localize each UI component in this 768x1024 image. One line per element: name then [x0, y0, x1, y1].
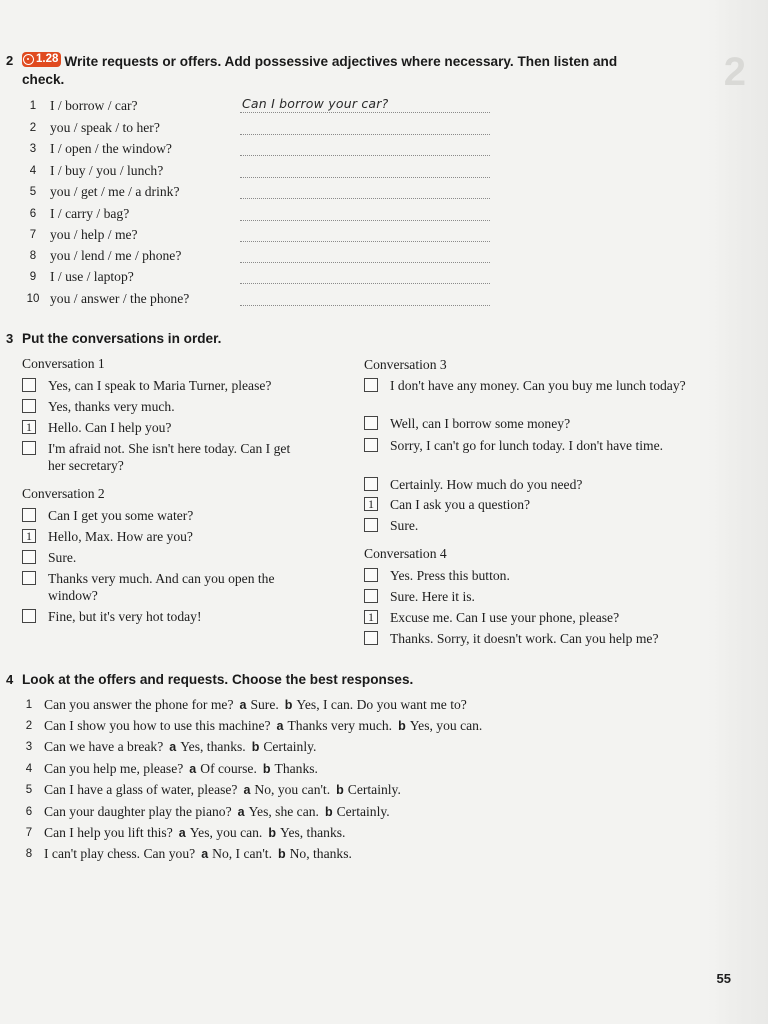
item-number: 7	[25, 827, 33, 839]
item-number: 6	[25, 806, 33, 818]
option-b-marker: b	[398, 719, 406, 733]
exercise-3-marker: 4	[6, 672, 14, 687]
option-a[interactable]: No, I can't.	[212, 846, 272, 861]
answer-line[interactable]	[240, 140, 490, 156]
answer-line[interactable]	[240, 290, 490, 306]
conversation-line-text: Sorry, I can't go for lunch today. I don't have time.	[390, 438, 664, 453]
request-item	[22, 119, 502, 140]
option-a-marker: a	[189, 762, 197, 776]
option-a-marker: a	[237, 805, 245, 819]
response-item	[22, 782, 622, 803]
conversation-line-text: Can I ask you a question?	[390, 497, 531, 512]
item-number: 8	[25, 848, 33, 860]
answer-line[interactable]	[240, 226, 490, 242]
conversation-line-text: Sure. Here it is.	[390, 589, 475, 604]
question-text: Can I show you how to use this machine?	[44, 718, 271, 733]
option-a-marker: a	[243, 783, 251, 797]
option-b-marker: b	[284, 698, 293, 712]
request-item	[22, 183, 502, 204]
exercise-1-marker: 2	[6, 53, 14, 68]
order-checkbox[interactable]	[364, 438, 378, 452]
conversation-line-text: Thanks very much. And can you open the window?	[48, 571, 275, 603]
request-item	[22, 205, 502, 226]
option-a[interactable]: Yes, you can.	[189, 825, 263, 840]
order-checkbox[interactable]	[22, 441, 36, 455]
option-a[interactable]: Yes, thanks.	[180, 739, 246, 754]
response-item	[22, 825, 622, 846]
option-a[interactable]: No, you can't.	[254, 782, 331, 797]
conversation-line-text: Thanks. Sorry, it doesn't work. Can you help me?	[390, 631, 659, 646]
conversation-line-text: Sure.	[48, 550, 77, 565]
request-item	[22, 162, 502, 183]
order-checkbox[interactable]	[22, 571, 36, 585]
request-item	[22, 226, 502, 247]
order-checkbox[interactable]	[364, 518, 378, 532]
question-text: Can you help me, please?	[44, 761, 184, 776]
question-line	[44, 825, 345, 841]
option-a-marker: a	[178, 826, 186, 840]
exercise-3-instruction: Look at the offers and requests. Choose the best responses.	[22, 672, 414, 687]
item-prompt: I / open / the window?	[50, 141, 172, 156]
question-text: Can your daughter play the piano?	[44, 804, 232, 819]
item-prompt: you / lend / me / phone?	[50, 248, 182, 263]
answer-line[interactable]	[240, 183, 490, 199]
conversation-line-text: Certainly. How much do you need?	[390, 477, 583, 492]
request-item	[22, 290, 502, 311]
item-number: 8	[29, 250, 37, 262]
request-item	[22, 140, 502, 161]
audio-cd-icon	[23, 54, 34, 65]
conversation-line-text: Yes. Press this button.	[390, 568, 510, 583]
order-checkbox[interactable]: 1	[364, 497, 378, 511]
option-b-marker: b	[324, 805, 333, 819]
option-a[interactable]: Yes, she can.	[248, 804, 319, 819]
option-a[interactable]: Sure.	[250, 697, 279, 712]
item-prompt: I / buy / you / lunch?	[50, 163, 164, 178]
question-text: I can't play chess. Can you?	[44, 846, 196, 861]
conversation-title: Conversation 3	[364, 357, 447, 372]
option-b-marker: b	[268, 826, 276, 840]
question-text: Can we have a break?	[44, 739, 164, 754]
question-text: Can I help you lift this?	[44, 825, 173, 840]
question-text: Can you answer the phone for me?	[44, 697, 234, 712]
order-checkbox[interactable]: 1	[22, 529, 36, 543]
item-number: 5	[29, 186, 37, 198]
request-item	[22, 247, 502, 268]
conversation-line-text: Yes, thanks very much.	[48, 399, 175, 414]
item-number: 4	[25, 763, 33, 775]
item-prompt: you / answer / the phone?	[50, 291, 190, 306]
conversation-line-text: Excuse me. Can I use your phone, please?	[390, 610, 620, 625]
conversation-line-text: Yes, can I speak to Maria Turner, please?	[48, 378, 272, 393]
bleed-through-number: 2	[723, 50, 746, 94]
item-prompt: I / borrow / car?	[50, 98, 138, 113]
order-checkbox[interactable]	[22, 609, 36, 623]
request-item	[22, 268, 502, 289]
answer-line[interactable]	[240, 247, 490, 263]
conversation-line-text: Fine, but it's very hot today!	[48, 609, 202, 624]
option-a-marker: a	[201, 847, 209, 861]
item-number: 3	[29, 143, 37, 155]
question-line	[44, 846, 352, 862]
option-a-marker: a	[276, 719, 284, 733]
audio-track-number: 1.28	[36, 53, 59, 65]
order-checkbox[interactable]	[22, 508, 36, 522]
page-edge-shadow	[708, 0, 768, 1024]
order-checkbox[interactable]	[22, 378, 36, 392]
request-item	[22, 97, 502, 118]
exercise-1-instruction	[22, 52, 662, 89]
question-text: Can I have a glass of water, please?	[44, 782, 238, 797]
conversation-line-text: Can I get you some water?	[48, 508, 194, 523]
conversation-line-text: I don't have any money. Can you buy me lunch today?	[390, 378, 686, 393]
order-checkbox[interactable]: 1	[364, 610, 378, 624]
page-number: 55	[716, 971, 731, 986]
item-prompt: I / carry / bag?	[50, 206, 130, 221]
option-b[interactable]: No, thanks.	[289, 846, 352, 861]
option-a-marker: a	[169, 740, 177, 754]
question-line	[44, 718, 482, 734]
order-checkbox[interactable]	[364, 589, 378, 603]
order-checkbox[interactable]	[22, 399, 36, 413]
item-number: 2	[29, 122, 37, 134]
item-number: 7	[29, 229, 37, 241]
response-item	[22, 761, 622, 782]
item-prompt: I / use / laptop?	[50, 269, 134, 284]
answer-line[interactable]	[240, 97, 490, 113]
conversation-line-text: Hello. Can I help you?	[48, 420, 172, 435]
question-line	[44, 761, 318, 777]
audio-track-badge[interactable]	[22, 52, 61, 67]
option-b[interactable]: Yes, you can.	[409, 718, 483, 733]
item-number: 1	[25, 699, 33, 711]
order-checkbox[interactable]	[364, 477, 378, 491]
order-checkbox[interactable]: 1	[22, 420, 36, 434]
conversation-title: Conversation 2	[22, 486, 105, 501]
response-item	[22, 846, 622, 867]
option-b[interactable]: Certainly.	[347, 782, 401, 797]
response-item	[22, 697, 622, 718]
option-b-marker: b	[251, 740, 260, 754]
option-b-marker: b	[262, 762, 271, 776]
answer-line[interactable]	[240, 205, 490, 221]
item-number: 2	[25, 720, 33, 732]
answer-line[interactable]	[240, 162, 490, 178]
order-checkbox[interactable]	[364, 631, 378, 645]
conversation-line-text: Well, can I borrow some money?	[390, 416, 571, 431]
option-b[interactable]: Thanks.	[274, 761, 318, 776]
question-line	[44, 739, 316, 755]
option-a[interactable]: Of course.	[200, 761, 257, 776]
question-line	[44, 697, 467, 713]
conversation-line-text: Hello, Max. How are you?	[48, 529, 193, 544]
item-number: 5	[25, 784, 33, 796]
option-a[interactable]: Thanks very much.	[287, 718, 393, 733]
item-number: 1	[29, 100, 37, 112]
item-prompt: you / get / me / a drink?	[50, 184, 180, 199]
conversation-title: Conversation 4	[364, 546, 447, 561]
conversation-line-text: I'm afraid not. She isn't here today. Can I get her secretary?	[48, 441, 291, 473]
option-b[interactable]: Certainly.	[263, 739, 317, 754]
item-number: 3	[25, 741, 33, 753]
response-item	[22, 804, 622, 825]
item-number: 10	[26, 293, 40, 305]
item-prompt: you / speak / to her?	[50, 120, 160, 135]
answer-line[interactable]	[240, 268, 490, 284]
option-b-marker: b	[336, 783, 344, 797]
exercise-2-marker: 3	[6, 331, 14, 346]
exercise-1-instruction-text: Write requests or offers. Add possessive adjectives where necessary. Then listen and check.	[22, 54, 618, 87]
option-b[interactable]: Certainly.	[336, 804, 390, 819]
item-number: 9	[29, 271, 37, 283]
option-b-marker: b	[277, 847, 286, 861]
question-line	[44, 782, 401, 798]
item-prompt: you / help / me?	[50, 227, 138, 242]
order-checkbox[interactable]	[364, 378, 378, 392]
answer-text: Can I borrow your car?	[242, 96, 389, 111]
order-checkbox[interactable]	[364, 416, 378, 430]
item-number: 4	[29, 165, 37, 177]
option-b[interactable]: Yes, thanks.	[279, 825, 346, 840]
conversation-line-text: Sure.	[390, 518, 419, 533]
conversation-title: Conversation 1	[22, 356, 105, 371]
option-b[interactable]: Yes, I can. Do you want me to?	[296, 697, 467, 712]
exercise-2-instruction: Put the conversations in order.	[22, 331, 222, 346]
question-line	[44, 804, 390, 820]
response-item	[22, 718, 622, 739]
order-checkbox[interactable]	[22, 550, 36, 564]
item-number: 6	[29, 208, 37, 220]
option-a-marker: a	[239, 698, 247, 712]
order-checkbox[interactable]	[364, 568, 378, 582]
response-item	[22, 739, 622, 760]
answer-line[interactable]	[240, 119, 490, 135]
